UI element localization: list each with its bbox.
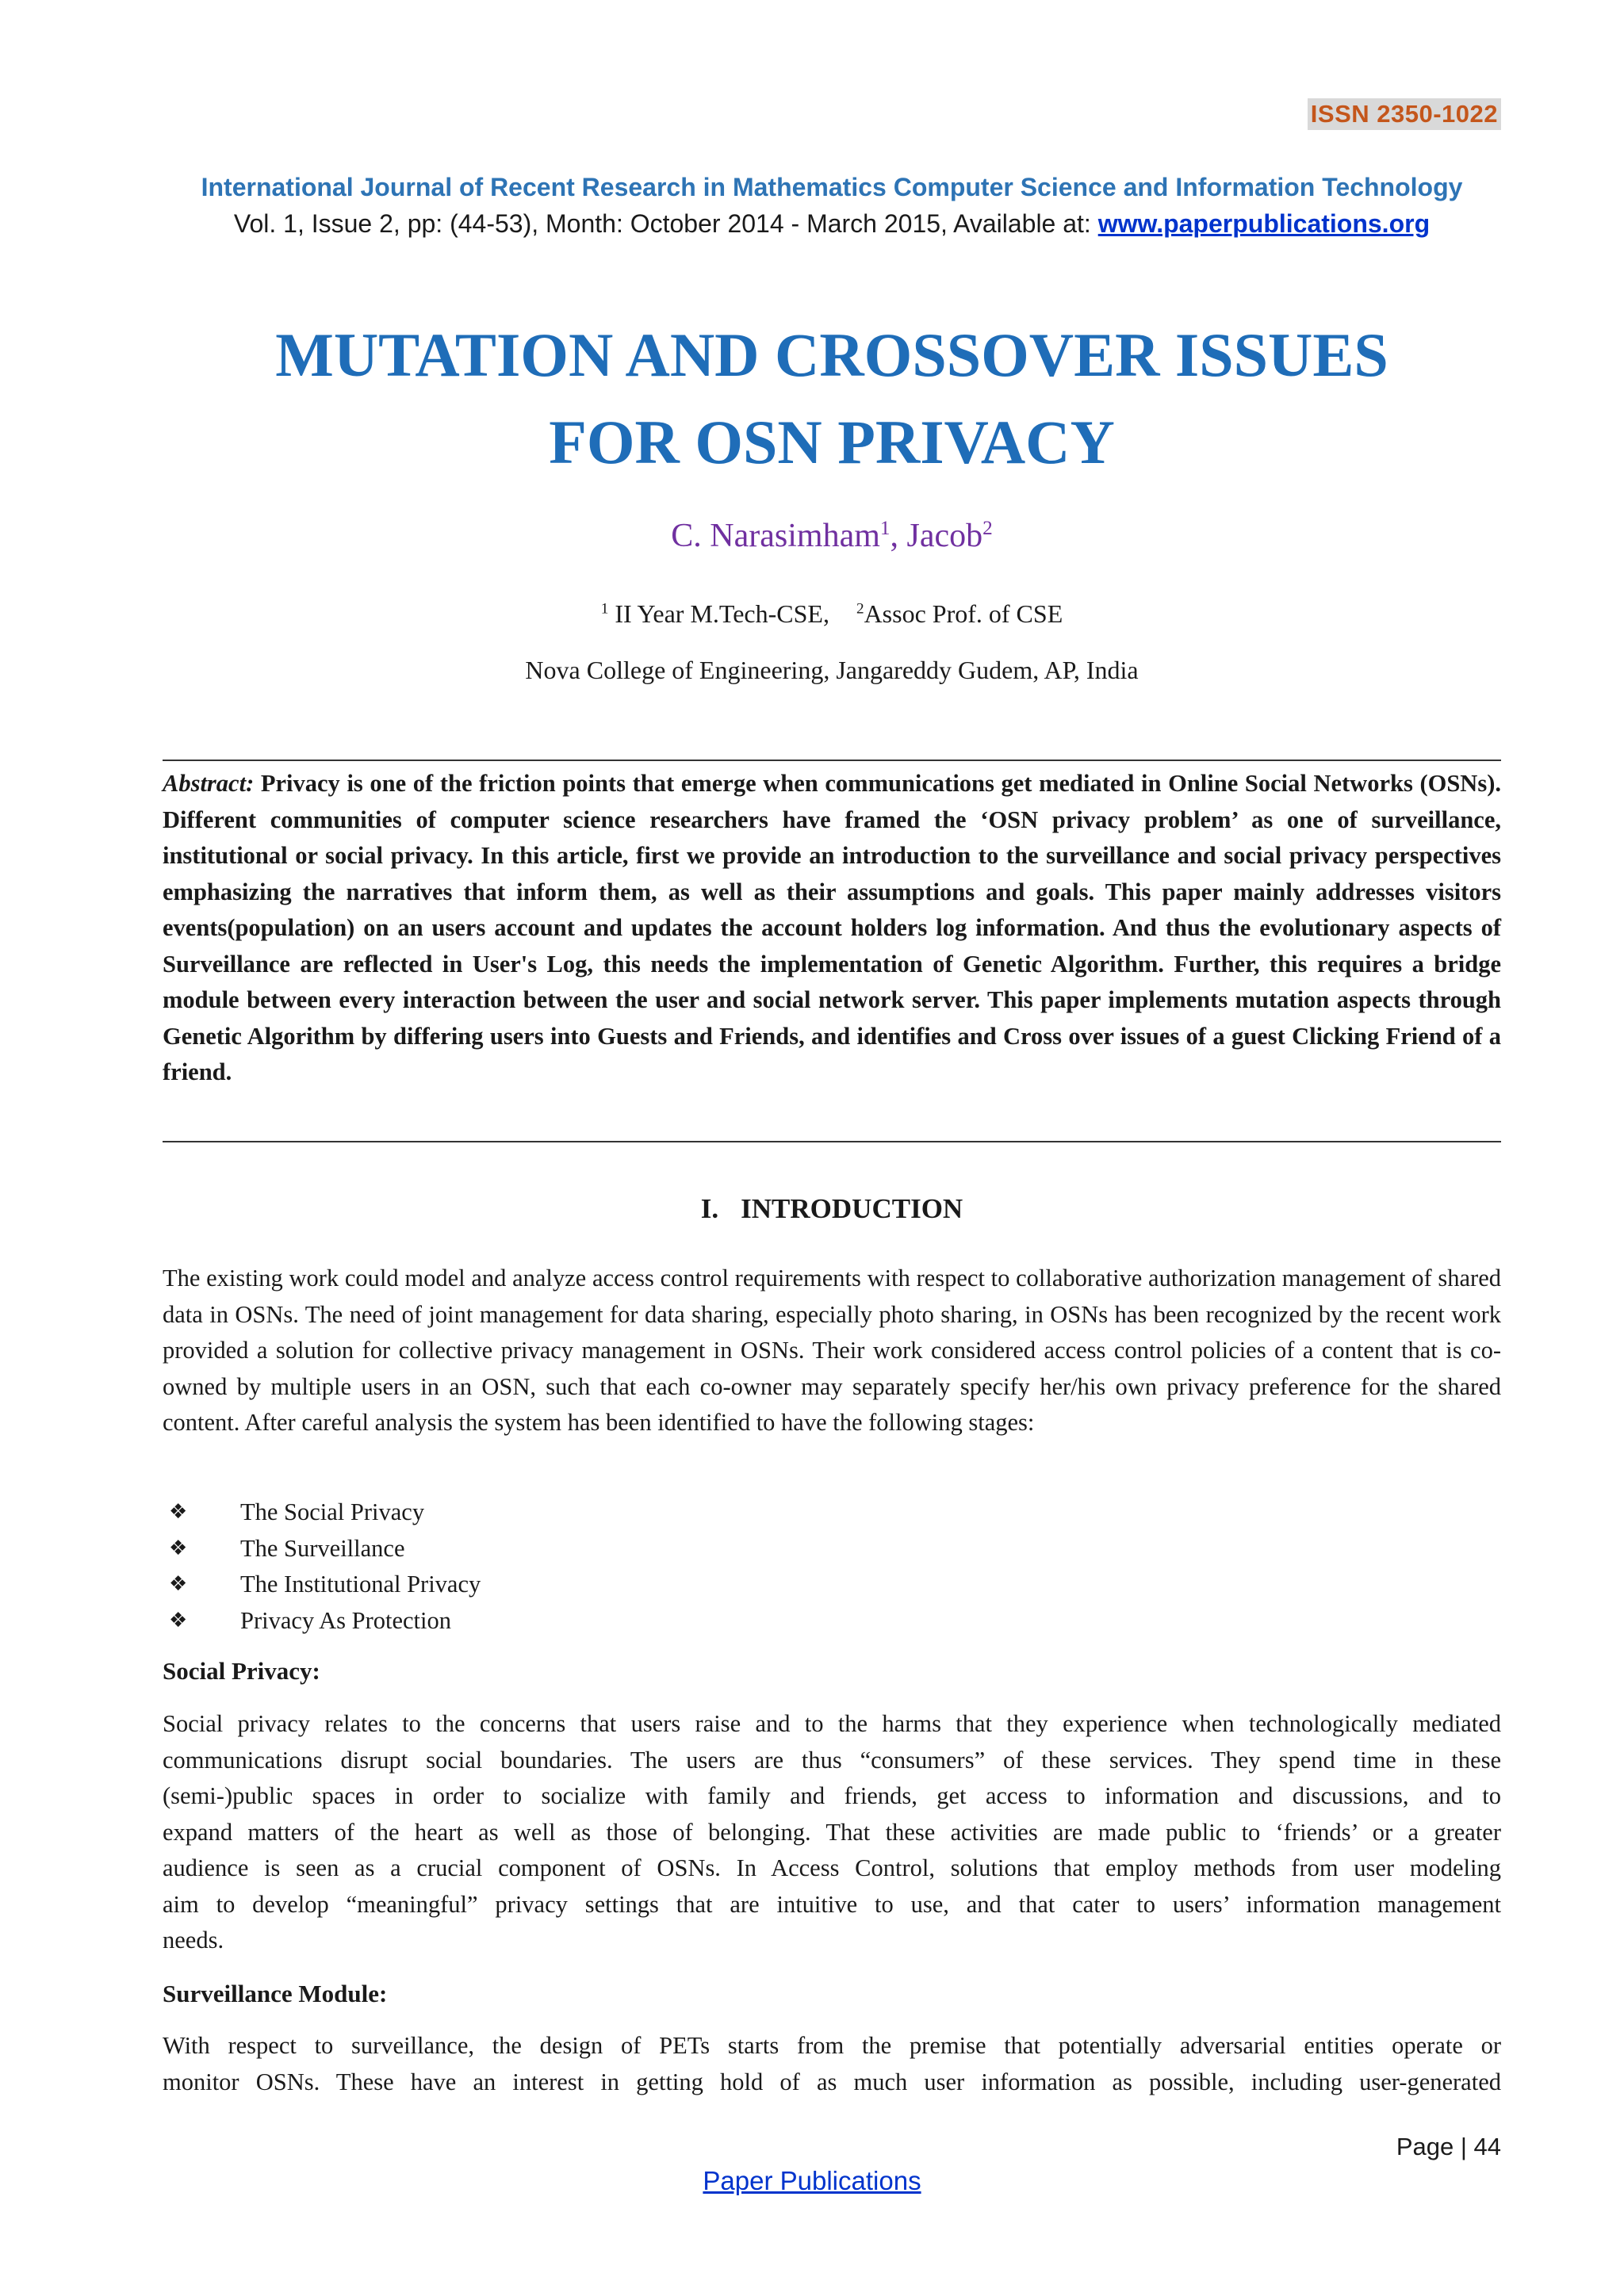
journal-url-link[interactable]: www.paperpublications.org <box>1097 209 1431 238</box>
author-1-sup: 1 <box>879 518 891 539</box>
abstract-top-rule <box>163 760 1501 761</box>
abstract <box>163 766 1501 1091</box>
paragraph-line: expand matters of the heart as well as those of belonging. That these activities are made public to ‘friends’ or a greater <box>163 1818 1501 1846</box>
paragraph-line: With respect to surveillance, the design of PETs starts from the premise that potentially adversarial entities operate or <box>163 2032 1501 2059</box>
title-line-2: FOR OSN PRIVACY <box>549 408 1115 476</box>
paragraph-line: needs. <box>163 1927 224 1954</box>
affiliation-roles <box>163 599 1501 629</box>
journal-volume-text: Vol. 1, Issue 2, pp: (44-53), Month: October 2014 - March 2015, Available at: <box>233 209 1098 238</box>
stage-label: The Institutional Privacy <box>240 1571 481 1598</box>
stage-label: The Surveillance <box>240 1534 405 1562</box>
subheading-social-privacy: Social Privacy: <box>163 1657 320 1685</box>
section-title: INTRODUCTION <box>741 1193 963 1224</box>
introduction-paragraph: The existing work could model and analyze access control requirements with respect to collaborative authorization management of shared data in OSNs. The need of joint management for data sharing, especially photo sharing, in OSNs has been recognized by the recent work provided a solution for collective privacy management in OSNs. Their work considered access control policies of a content that is co-owned by multiple users in an OSN, such that each co-owner may separately specify her/his own privacy preference for the shared content. After careful analysis the system has been identified to have the following stages: <box>163 1265 1501 1436</box>
affil-role-1: II Year M.Tech-CSE, <box>608 599 829 628</box>
author-1: C. Narasimham <box>671 518 880 554</box>
publisher-name[interactable]: Paper Publications <box>703 2166 921 2195</box>
list-item <box>163 1567 481 1603</box>
affil-role-2: Assoc Prof. of CSE <box>864 599 1063 628</box>
diamond-bullet-icon: ❖ <box>169 1608 188 1632</box>
abstract-label: Abstract: <box>163 770 255 797</box>
paragraph-line: aim to develop “meaningful” privacy settings that are intuitive to use, and that cater to users’ information management <box>163 1890 1501 1918</box>
affil-sup-2: 2 <box>856 600 864 618</box>
publisher-footer-link[interactable] <box>0 2166 1624 2196</box>
list-item <box>163 1531 481 1567</box>
paper-title <box>163 312 1501 486</box>
page-number: Page | 44 <box>1396 2133 1501 2160</box>
journal-name: International Journal of Recent Research in Mathematics Computer Science and Information Technology <box>201 173 1463 201</box>
section-heading-introduction <box>163 1193 1501 1225</box>
paragraph-line: communications disrupt social boundaries. The users are thus “consumers” of these services. They spend time in these <box>163 1746 1501 1774</box>
abstract-bottom-rule <box>163 1141 1501 1142</box>
diamond-bullet-icon: ❖ <box>169 1572 188 1596</box>
journal-volume-info <box>163 209 1501 239</box>
paragraph-line: monitor OSNs. These have an interest in getting hold of as much user information as possible, including user-generated <box>163 2068 1501 2095</box>
surveillance-paragraph <box>163 2028 1501 2100</box>
paragraph-line: (semi-)public spaces in order to socialize with family and friends, get access to information and discussions, and to <box>163 1782 1501 1809</box>
subheading-surveillance-module: Surveillance Module: <box>163 1980 388 2007</box>
stages-list <box>163 1494 481 1639</box>
issn-label: ISSN 2350-1022 <box>1308 98 1501 130</box>
author-2-sup: 2 <box>982 518 993 539</box>
section-number: I. <box>700 1193 719 1224</box>
social-privacy-paragraph <box>163 1706 1501 1959</box>
title-line-1: MUTATION AND CROSSOVER ISSUES <box>275 320 1388 389</box>
list-item <box>163 1494 481 1531</box>
affiliation-institution: Nova College of Engineering, Jangareddy Gudem, AP, India <box>525 656 1139 684</box>
affil-sup-1: 1 <box>600 600 609 618</box>
diamond-bullet-icon: ❖ <box>169 1536 188 1560</box>
authors <box>163 517 1501 555</box>
author-2: Jacob <box>906 518 983 554</box>
abstract-text: Privacy is one of the friction points that emerge when communications get mediated in Online Social Networks (OSNs). Different communities of computer science researchers have framed the ‘OSN privacy problem’ as one of surveillance, institutional or social privacy. In this article, first we provide an introduction to the surveillance and social privacy perspectives emphasizing the narratives that inform them, as well as their assumptions and goals. This paper mainly addresses visitors events(population) on an users account and updates the account holders log information. And thus the evolutionary aspects of Surveillance are reflected in User's Log, this needs the implementation of Genetic Algorithm. Further, this requires a bridge module between every interaction between the user and social network server. This paper implements mutation aspects through Genetic Algorithm by differing users into Guests and Friends, and identifies and Cross over issues of a guest Clicking Friend of a friend. <box>163 770 1501 1085</box>
stage-label: The Social Privacy <box>240 1498 425 1525</box>
paragraph-line: audience is seen as a crucial component of OSNs. In Access Control, solutions that employ methods from user modeling <box>163 1854 1501 1881</box>
stage-label: Privacy As Protection <box>240 1606 451 1634</box>
author-separator: , <box>890 518 907 554</box>
list-item <box>163 1603 481 1640</box>
paragraph-line: Social privacy relates to the concerns that users raise and to the harms that they experience when technologically mediated <box>163 1710 1501 1737</box>
diamond-bullet-icon: ❖ <box>169 1500 188 1524</box>
